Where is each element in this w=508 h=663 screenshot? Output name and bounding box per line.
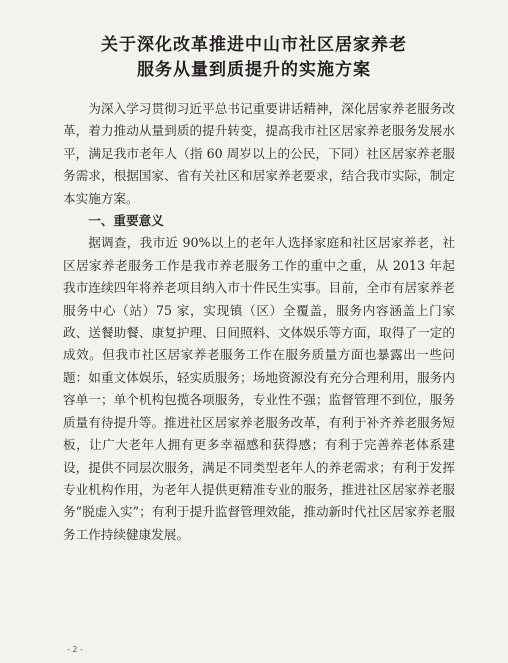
section-heading: 一、重要意义 [88, 213, 164, 229]
intro-paragraph: 为深入学习贯彻习近平总书记重要讲话精神，深化居家养老服务改革，着力推动从量到质的提升转变，提高我市社区居家养老服务发展水平，满足我市老年人（指 60 周岁以上的公民，下同）社区居家养老服务需求，根据国家、省有关社区和居家养老要求，结合我市实际，制定本实施方案。 [63, 101, 455, 206]
document-title-line2: 服务从量到质提升的实施方案 [137, 60, 371, 80]
document-body [63, 98, 455, 546]
section-paragraph: 据调查，我市近 90%以上的老年人选择家庭和社区居家养老，社区居家养老服务工作是我市养老服务工作的重中之重，从 2013 年起我市连续四年将养老项目纳入市十件民生实事。目前，全市有居家养老服务中心（站）75 家，实现镇（区）全覆盖，服务内容涵盖上门家政、送餐助餐、康复护理、日间照料、文体娱乐等方面，取得了一定的成效。但我市社区居家养老服务工作在服务质量方面也暴露出一些问题：如重文体娱乐，轻实质服务；场地资源没有充分合理利用，服务内容单一；单个机构包揽各项服务，专业性不强；监督管理不到位，服务质量有待提升等。推进社区居家养老服务改革，有利于补齐养老服务短板，让广大老年人拥有更多幸福感和获得感；有利于完善养老体系建设，提供不同层次服务，满足不同类型老年人的养老需求；有利于发挥专业机构作用，为老年人提供更精准专业的服务，推进社区居家养老服务“脱虚入实”；有利于提升监督管理效能，推动新时代社区居家养老服务工作持续健康发展。 [63, 235, 455, 542]
document-title-line1: 关于深化改革推进中山市社区居家养老 [101, 35, 407, 55]
page-number: - 2 - [67, 645, 83, 654]
